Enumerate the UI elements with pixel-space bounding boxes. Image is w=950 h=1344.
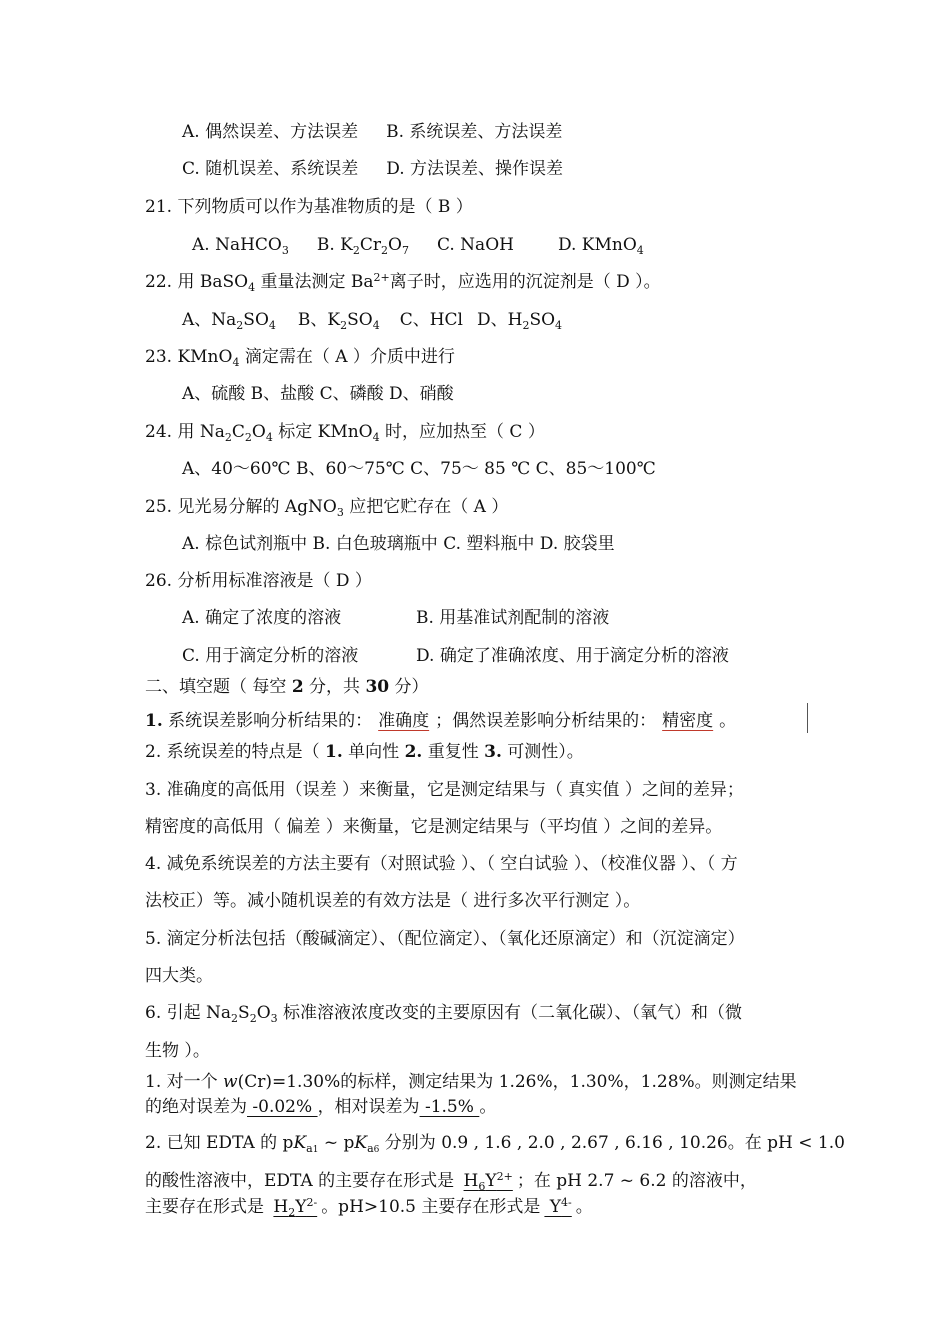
q21-option-a: A. NaHCO$_3$ — [192, 235, 289, 257]
q24-options: A、40～60℃ B、60～75℃ C、75～ 85 ℃ C、85～100℃ — [182, 459, 656, 479]
q25-stem: 25. 见光易分解的 AgNO$_3$ 应把它贮存在（ A ） — [145, 497, 509, 519]
q26-stem: 26. 分析用标准溶液是（ D ） — [145, 571, 372, 591]
q20-options-row2 — [182, 158, 563, 180]
fill-6-line2: 生物 ）。 — [145, 1041, 210, 1061]
fill-2: 2. 系统误差的特点是（ 1. 单向性 2. 重复性 3. 可测性）。 — [145, 742, 584, 762]
calc-2-answer-ph-2-7-6-2: $H_2Y^{2-}$ — [273, 1196, 318, 1219]
q22-option-d: D、$H_2SO_4$ — [476, 310, 563, 332]
text-cursor — [807, 703, 808, 733]
calc-1-answer-absolute-error: -0.02% — [247, 1097, 318, 1117]
q21-option-c: C. NaOH — [436, 235, 514, 255]
q26-options-row2 — [182, 645, 729, 667]
calc-2-line2: 的酸性溶液中，EDTA 的主要存在形式是 $H_6Y^{2+}$ ；在 pH 2.7 ~ 6.2 的溶液中， — [145, 1170, 757, 1193]
fill-6-line1: 6. 引起 $Na_2S_2O_3$ 标准溶液浓度改变的主要原因有（二氧化碳）、（氧气）和（微 — [145, 1003, 743, 1025]
calc-2-line1: 2. 已知 EDTA 的 $pK_{a1}$ ~ $pK_{a6}$ 分别为 0.9 , 1.6 , 2.0 , 2.67 , 6.16 , 10.26。在 pH < 1.0 — [145, 1133, 845, 1155]
q21-option-b: B. $K_2Cr_2O_7$ — [316, 235, 409, 257]
fill-1: 1. 系统误差影响分析结果的： 准确度 ；偶然误差影响分析结果的： 精密度 。 — [145, 711, 737, 731]
q26-options-row1 — [182, 607, 609, 629]
q21-options — [192, 234, 644, 256]
fill-4-line2: 法校正）等。减小随机误差的有效方法是（ 进行多次平行测定 ）。 — [145, 891, 641, 911]
fill-3-line1: 3. 准确度的高低用（误差 ）来衡量，它是测定结果与（ 真实值 ）之间的差异； — [145, 780, 744, 800]
section-heading-fill-in: 二、填空题（ 每空 2 分，共 30 分） — [145, 677, 429, 697]
fill-1-answer-accuracy: 准确度 — [378, 711, 430, 731]
fill-1-answer-precision: 精密度 — [662, 711, 714, 731]
q22-option-c: C、HCl — [399, 310, 463, 330]
calc-2-line3: 主要存在形式是 $H_2Y^{2-}$ 。pH>10.5 主要存在形式是 $Y^{4-}$ 。 — [145, 1196, 593, 1219]
q26-option-c: C. 用于滴定分析的溶液 — [182, 646, 359, 666]
q22-options — [182, 309, 562, 331]
q26-option-b: B. 用基准试剂配制的溶液 — [416, 608, 610, 628]
calc-1-answer-relative-error: -1.5% — [419, 1097, 480, 1117]
fill-5-line2: 四大类。 — [145, 966, 213, 986]
q20-options-row1 — [182, 121, 562, 143]
q21-stem: 21. 下列物质可以作为基准物质的是（ B ） — [145, 197, 473, 217]
fill-5-line1: 5. 滴定分析法包括（酸碱滴定）、（配位滴定）、（氧化还原滴定）和（沉淀滴定） — [145, 929, 745, 949]
q20-option-c: C. 随机误差、系统误差 — [182, 159, 359, 179]
calc-1-line1: 1. 对一个 w(Cr)=1.30%的标样，测定结果为 1.26%，1.30%，1.28%。则测定结果 — [145, 1072, 797, 1092]
q25-options: A. 棕色试剂瓶中 B. 白色玻璃瓶中 C. 塑料瓶中 D. 胶袋里 — [182, 534, 615, 554]
q20-option-a: A. 偶然误差、方法误差 — [182, 122, 359, 142]
fill-3-line2: 精密度的高低用（ 偏差 ）来衡量，它是测定结果与（平均值 ）之间的差异。 — [145, 817, 723, 837]
q20-option-b: B. 系统误差、方法误差 — [386, 122, 563, 142]
fill-4-line1: 4. 减免系统误差的方法主要有（对照试验 ）、（ 空白试验 ）、（校准仪器 ）、（ 方 — [145, 854, 738, 874]
q26-option-d: D. 确定了准确浓度、用于滴定分析的溶液 — [416, 646, 729, 666]
q23-options: A、硫酸 B、盐酸 C、磷酸 D、硝酸 — [182, 384, 454, 404]
q23-stem: 23. KMnO$_4$ 滴定需在（ A ）介质中进行 — [145, 347, 455, 369]
calc-2-answer-ph-above-10-5: $Y^{4-}$ — [544, 1196, 572, 1217]
q20-option-d: D. 方法误差、操作误差 — [386, 159, 564, 179]
q22-option-a: A、$Na_2SO_4$ — [182, 310, 276, 332]
q22-option-b: B、$K_2SO_4$ — [297, 310, 380, 332]
calc-2-answer-ph-below-1: $H_6Y^{2+}$ — [463, 1170, 513, 1193]
q26-option-a: A. 确定了浓度的溶液 — [182, 608, 342, 628]
q24-stem: 24. 用 $Na_2C_2O_4$ 标定 KMnO$_4$ 时，应加热至（ C ） — [145, 422, 545, 444]
q21-option-d: D. KMnO$_4$ — [557, 235, 644, 257]
q22-stem: 22. 用 BaSO$_4$ 重量法测定 $Ba^{2+}$离子时，应选用的沉淀剂是（ D ）。 — [145, 271, 661, 294]
calc-1-line2: 的绝对误差为 -0.02% ，相对误差为 -1.5% 。 — [145, 1097, 497, 1117]
